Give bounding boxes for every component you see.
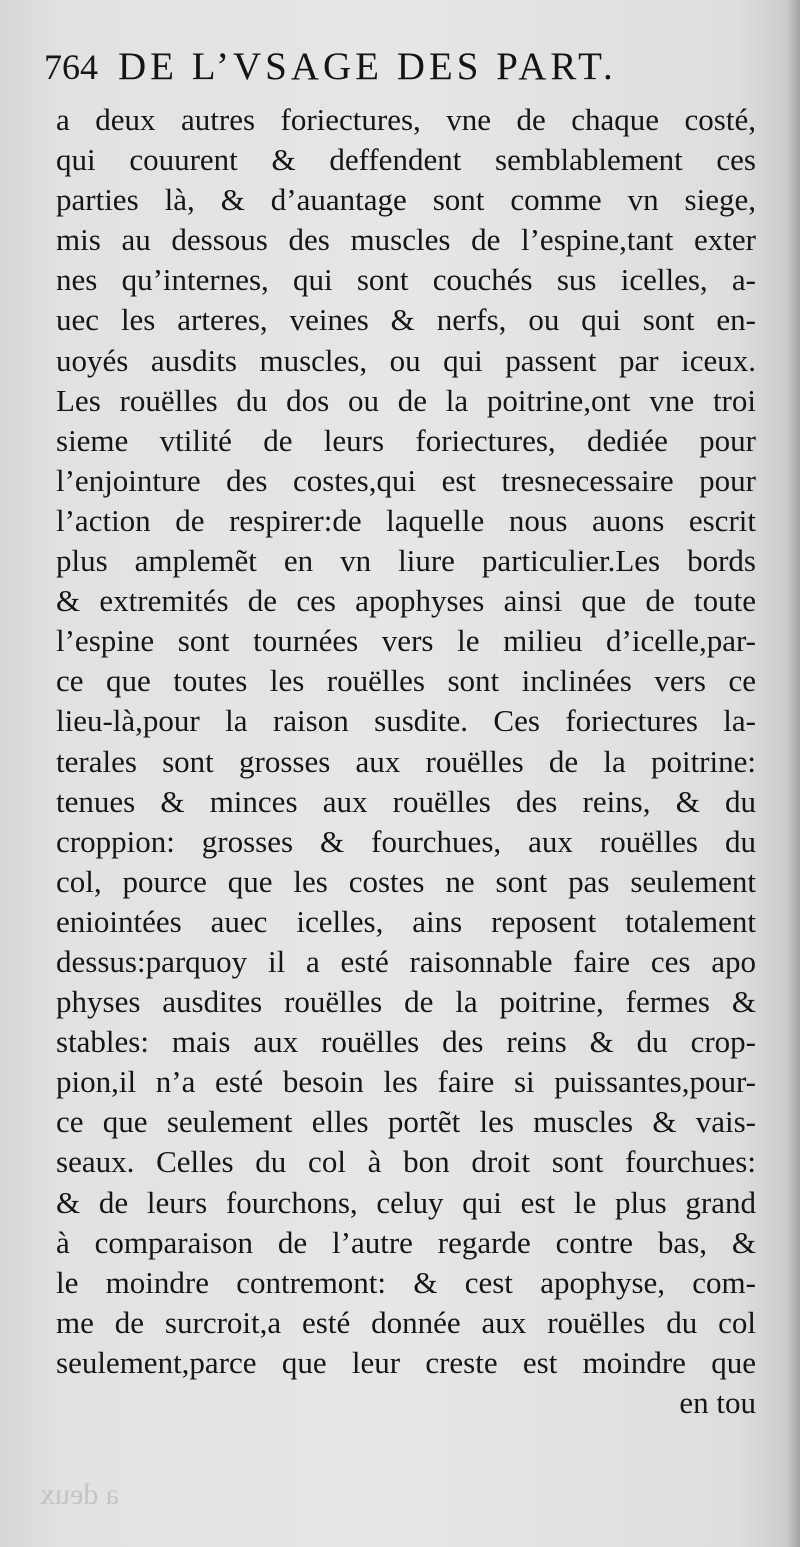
text-line: dessus:parquoy il a esté raisonnable faire ces apo	[56, 943, 756, 979]
body-text	[56, 100, 756, 1423]
text-line: uoyés ausdits muscles, ou qui passent par iceux.	[56, 342, 756, 378]
text-line: l’action de respirer:de laquelle nous auons escrit	[56, 502, 756, 538]
text-line: croppion: grosses & fourchues, aux rouëlles du	[56, 823, 756, 859]
text-line: eniointées auec icelles, ains reposent totalement	[56, 903, 756, 939]
text-line: & extremités de ces apophyses ainsi que de toute	[56, 583, 756, 619]
text-line: tenues & minces aux rouëlles des reins, & du	[56, 783, 756, 819]
text-line: stables: mais aux rouëlles des reins & du crop-	[56, 1024, 756, 1060]
text-line: sieme vtilité de leurs foriectures, dediée pour	[56, 422, 756, 458]
running-head: DE L’VSAGE DES PART.	[118, 45, 617, 88]
text-line: à comparaison de l’autre regarde contre bas, &	[56, 1224, 756, 1260]
text-line: l’espine sont tournées vers le milieu d’icelle,par-	[56, 623, 756, 659]
text-line: ce que seulement elles portẽt les muscles & vais-	[56, 1104, 756, 1140]
text-line: qui couurent & deffendent semblablement ces	[56, 142, 756, 178]
page-number: 764	[44, 47, 98, 87]
text-line: & de leurs fourchons, celuy qui est le plus grand	[56, 1184, 756, 1220]
text-line: l’enjointure des costes,qui est tresnecessaire pour	[56, 462, 756, 498]
text-line: nes qu’internes, qui sont couchés sus icelles, a-	[56, 262, 756, 298]
text-line: Les rouëlles du dos ou de la poitrine,ont vne troi	[56, 382, 756, 418]
text-line: seaux. Celles du col à bon droit sont fourchues:	[56, 1144, 756, 1180]
text-line: terales sont grosses aux rouëlles de la poitrine:	[56, 743, 756, 779]
catchword: en tou	[679, 1385, 756, 1420]
text-line: pion,il n’a esté besoin les faire si puissantes,pour-	[56, 1064, 756, 1100]
text-line: plus amplemẽt en vn liure particulier.Les bords	[56, 543, 756, 579]
text-line: col, pource que les costes ne sont pas seulement	[56, 863, 756, 899]
text-line: physes ausdites rouëlles de la poitrine, fermes &	[56, 984, 756, 1020]
page-header	[44, 44, 764, 100]
page-edge-shadow	[786, 0, 800, 1547]
text-line: parties là, & d’auantage sont comme vn siege,	[56, 182, 756, 218]
text-line: seulement,parce que leur creste est moindre que	[56, 1344, 756, 1380]
text-line: ce que toutes les rouëlles sont inclinées vers ce	[56, 663, 756, 699]
text-line: me de surcroit,a esté donnée aux rouëlles du col	[56, 1304, 756, 1340]
text-line: le moindre contremont: & cest apophyse, com-	[56, 1264, 756, 1300]
show-through-text: a deux	[40, 1478, 120, 1511]
text-line: uec les arteres, veines & nerfs, ou qui sont en-	[56, 302, 756, 338]
text-line: lieu-là,pour la raison susdite. Ces foriectures la-	[56, 703, 756, 739]
text-line: a deux autres foriectures, vne de chaque costé,	[56, 102, 756, 137]
text-line: mis au dessous des muscles de l’espine,tant exter	[56, 222, 756, 258]
